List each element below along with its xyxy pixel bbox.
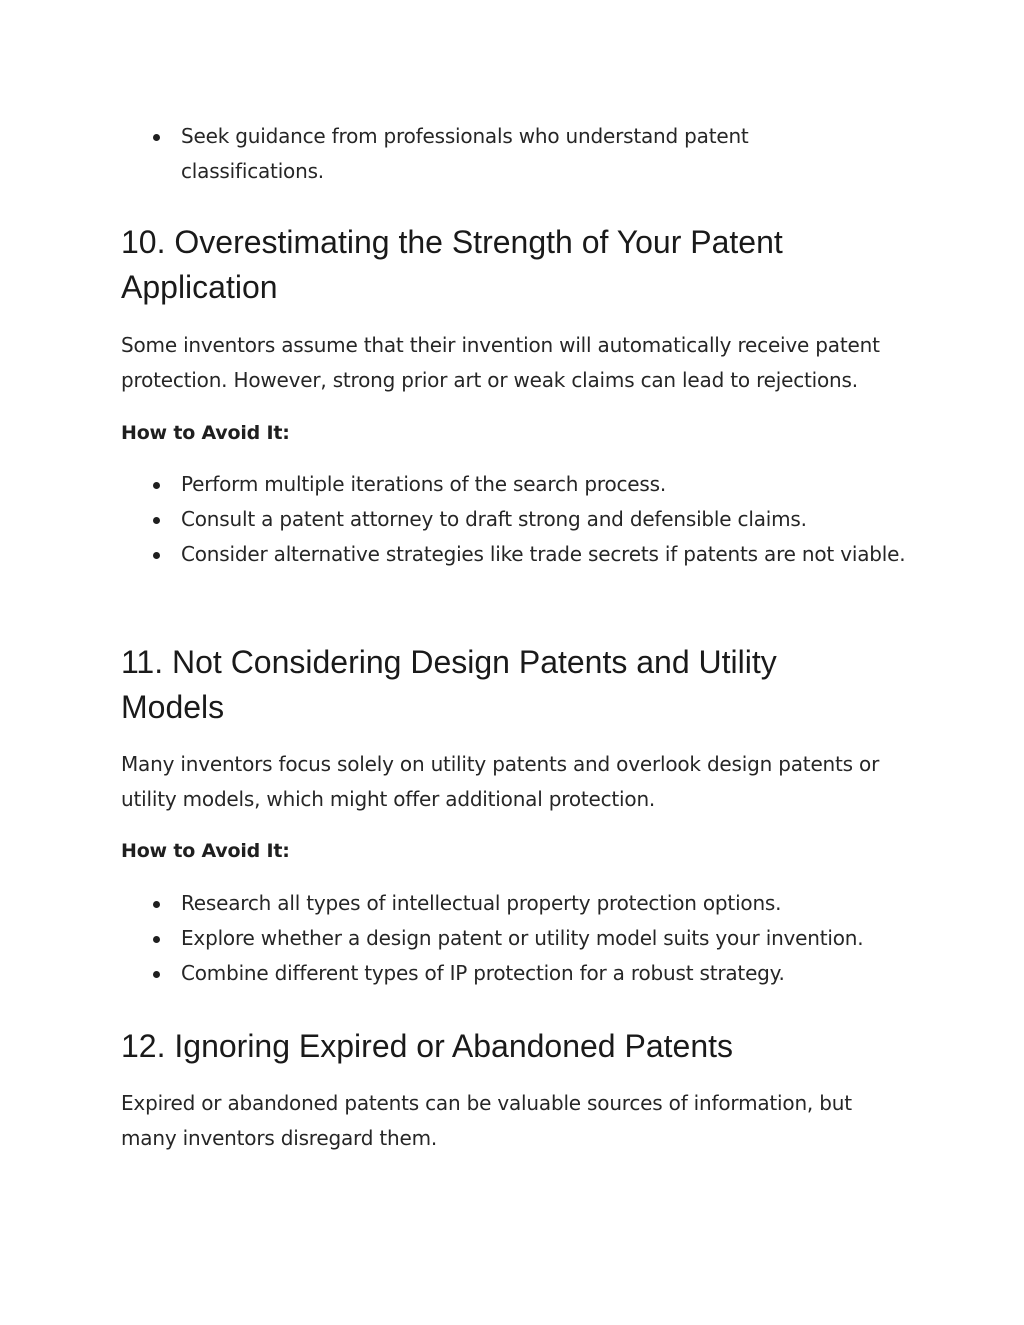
list-item-text: Research all types of intellectual property protection options. xyxy=(181,891,782,915)
section-11-subheading-wrap xyxy=(121,834,911,869)
bullet-icon xyxy=(153,936,160,943)
section-heading: 11. Not Considering Design Patents and Utility Models xyxy=(121,644,777,725)
bullet-icon xyxy=(153,901,160,908)
section-12-paragraph-wrap xyxy=(121,1086,911,1156)
section-paragraph: Expired or abandoned patents can be valuable sources of information, but many inventors disregard them. xyxy=(121,1091,852,1150)
section-subheading: How to Avoid It: xyxy=(121,422,290,444)
section-heading: 10. Overestimating the Strength of Your Patent Application xyxy=(121,224,783,305)
bullet-icon xyxy=(153,552,160,559)
list-item xyxy=(121,467,911,502)
section-heading: 12. Ignoring Expired or Abandoned Patents xyxy=(121,1028,733,1064)
list-item xyxy=(121,956,911,991)
list-item-text: Consider alternative strategies like trade secrets if patents are not viable. xyxy=(181,542,906,566)
bullet-icon xyxy=(153,517,160,524)
section-11-bullet-list xyxy=(121,886,911,991)
section-12 xyxy=(121,1024,911,1069)
section-10-subheading-wrap xyxy=(121,416,911,451)
section-10-paragraph-wrap xyxy=(121,328,911,398)
section-10-bullet-list xyxy=(121,467,911,572)
section-paragraph: Many inventors focus solely on utility patents and overlook design patents or utility models, which might offer additional protection. xyxy=(121,752,880,811)
section-11-paragraph-wrap xyxy=(121,747,911,817)
list-item xyxy=(121,886,911,921)
intro-bullet-list xyxy=(121,119,911,189)
bullet-icon xyxy=(153,971,160,978)
list-item-text: Combine different types of IP protection for a robust strategy. xyxy=(181,961,785,985)
section-paragraph: Some inventors assume that their invention will automatically receive patent protection. However, strong prior art or weak claims can lead to rejections. xyxy=(121,333,880,392)
section-subheading: How to Avoid It: xyxy=(121,840,290,862)
section-10 xyxy=(121,220,911,310)
bullet-icon xyxy=(153,134,160,141)
list-item xyxy=(121,921,911,956)
list-item xyxy=(121,119,841,189)
list-item xyxy=(121,537,921,572)
list-item-text: Seek guidance from professionals who understand patent classifications. xyxy=(181,124,749,183)
section-11 xyxy=(121,640,911,730)
list-item-text: Perform multiple iterations of the search process. xyxy=(181,472,666,496)
bullet-icon xyxy=(153,482,160,489)
list-item xyxy=(121,502,911,537)
list-item-text: Explore whether a design patent or utility model suits your invention. xyxy=(181,926,864,950)
list-item-text: Consult a patent attorney to draft strong and defensible claims. xyxy=(181,507,807,531)
